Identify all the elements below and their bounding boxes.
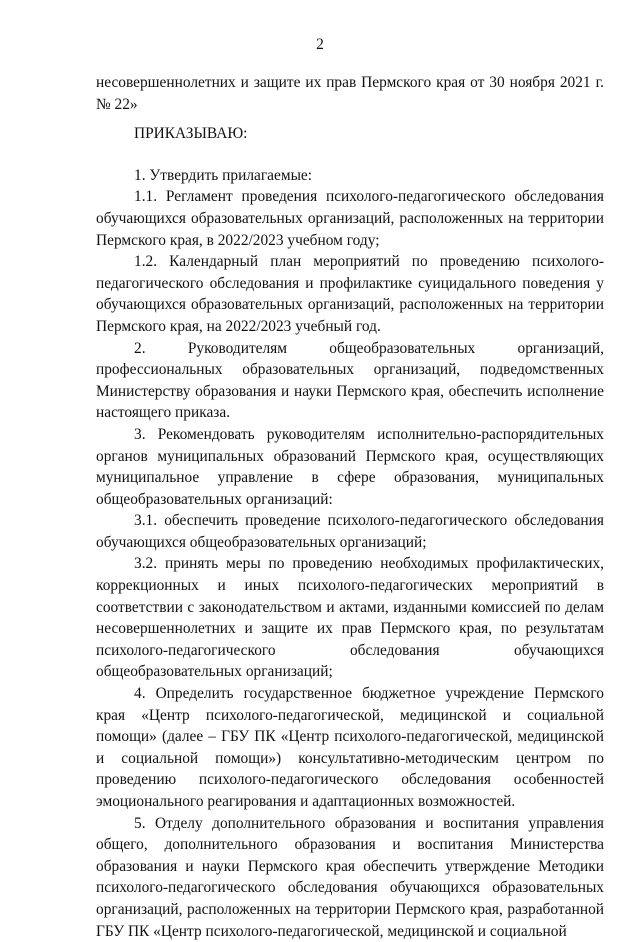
paragraph-item-5: 5. Отделу дополнительного образования и воспитания управления общего, дополнительного образования и воспитания Министерства образования и науки Пермского края обеспечить утверждение Методики психолого-педагогического обследования обучающихся образовательных организаций, расположенных на территории Пермского края, разработанной ГБУ ПК «Центр психолого-педагогической, медицинской и социальной [96,814,604,940]
paragraph-item-3-1: 3.1. обеспечить проведение психолого-педагогического обследования обучающихся общеобразовательных организаций; [96,512,604,551]
paragraph-item-2: 2. Руководителям общеобразовательных организаций, профессиональных образовательных организаций, подведомственных Министерству образования и науки Пермского края, обеспечить исполнение настоящего приказа. [96,339,604,422]
page-number: 2 [316,36,324,53]
paragraph-item-1-1: 1.1. Регламент проведения психолого-педагогического обследования обучающихся образовательных организаций, расположенных на территории Пермского края, в 2022/2023 учебном году; [96,188,604,249]
paragraph-continuation: несовершеннолетних и защите их прав Пермского края от 30 ноября 2021 г. № 22» [96,74,604,113]
paragraph-item-3-2: 3.2. принять меры по проведению необходимых профилактических, коррекционных и иных психолого-педагогических мероприятий в соответствии с законодательством и актами, изданными комиссией по делам несовершеннолетних и защите их прав Пермского края, по результатам психолого-педагогического обследования обучающихся общеобразовательных организаций; [96,555,604,681]
order-heading: ПРИКАЗЫВАЮ: [134,125,248,143]
paragraph-item-1: 1. Утвердить прилагаемые: [134,166,313,184]
paragraph-item-4: 4. Определить государственное бюджетное учреждение Пермского края «Центр психолого-педагогической, медицинской и социальной помощи» (далее – ГБУ ПК «Центр психолого-педагогической, медицинской и социальной помощи») консультативно-методическим центром по проведению психолого-педагогического обследования особенностей эмоционального реагирования и адаптационных возможностей. [96,685,604,810]
paragraph-item-3: 3. Рекомендовать руководителям исполнительно-распорядительных органов муниципальных образований Пермского края, осуществляющих муниципальное управление в сфере образования, муниципальных общеобразовательных организаций: [96,425,604,508]
document-body [96,72,604,942]
paragraph-item-1-2: 1.2. Календарный план мероприятий по проведению психолого-педагогического обследования и профилактике суицидального поведения у обучающихся образовательных организаций, расположенных на территории Пермского края, на 2022/2023 учебный год. [96,253,604,335]
